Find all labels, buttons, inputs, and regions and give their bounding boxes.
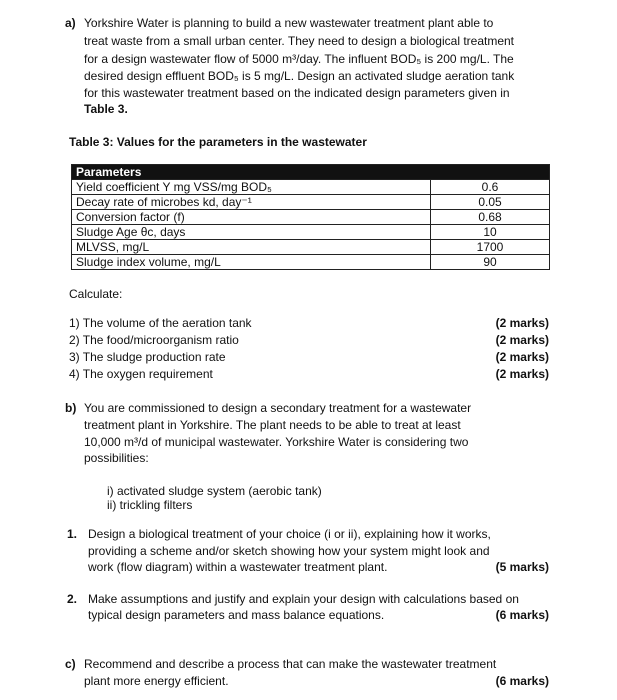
- param-name: Decay rate of microbes kd, day⁻¹: [72, 195, 431, 210]
- param-value: 10: [431, 225, 550, 240]
- calc-item-marks: (2 marks): [495, 316, 549, 330]
- b-q2-line-2: typical design parameters and mass balance equations.: [88, 608, 385, 622]
- b-q2-line-1: Make assumptions and justify and explain your design with calculations based on: [88, 592, 519, 606]
- option-i: i) activated sludge system (aerobic tank): [107, 484, 322, 498]
- param-name: Sludge index volume, mg/L: [72, 255, 431, 270]
- b-q2-num: 2.: [67, 592, 78, 606]
- table-row: [72, 240, 550, 255]
- part-b-line-2: treatment plant in Yorkshire. The plant needs to be able to treat at least: [84, 418, 461, 432]
- table-row: [72, 210, 550, 225]
- part-a-line-5: for this wastewater treatment based on the indicated design parameters given in: [84, 86, 510, 100]
- calc-item-text: 4) The oxygen requirement: [69, 367, 213, 381]
- option-ii: ii) trickling filters: [107, 498, 193, 512]
- calc-item-marks: (2 marks): [495, 350, 549, 364]
- b-q1-line-3: work (flow diagram) within a wastewater treatment plant.: [88, 560, 388, 574]
- calc-item-marks: (2 marks): [495, 367, 549, 381]
- part-b-line-1: You are commissioned to design a secondary treatment for a wastewater: [84, 401, 472, 415]
- part-b-label: b): [65, 401, 77, 415]
- part-a-line-4: desired design effluent BOD₅ is 5 mg/L. Design an activated sludge aeration tank: [84, 69, 515, 83]
- param-value: 0.05: [431, 195, 550, 210]
- param-value: 90: [431, 255, 550, 270]
- calc-item: [69, 349, 549, 365]
- part-a-line-3: for a design wastewater flow of 5000 m³/day. The influent BOD₅ is 200 mg/L. The: [84, 52, 514, 66]
- calc-item: [69, 366, 549, 382]
- b-q1-num: 1.: [67, 527, 78, 541]
- table-row: [72, 225, 550, 240]
- param-name: Sludge Age θc, days: [72, 225, 431, 240]
- b-q2-marks: (6 marks): [495, 608, 549, 622]
- calculate-heading: Calculate:: [69, 287, 123, 301]
- parameters-table: [71, 164, 550, 270]
- table-header-row: [72, 165, 550, 180]
- param-value: 0.68: [431, 210, 550, 225]
- table-caption: Table 3: Values for the parameters in the wastewater: [69, 135, 367, 149]
- param-name: MLVSS, mg/L: [72, 240, 431, 255]
- param-name: Yield coefficient Y mg VSS/mg BOD₅: [72, 180, 431, 195]
- table-row: [72, 180, 550, 195]
- part-a-label: a): [65, 16, 76, 30]
- part-b-line-4: possibilities:: [84, 451, 149, 465]
- calc-item: [69, 332, 549, 348]
- calc-item-text: 2) The food/microorganism ratio: [69, 333, 239, 347]
- b-q1-line-2: providing a scheme and/or sketch showing how your system might look and: [88, 544, 490, 558]
- param-value: 0.6: [431, 180, 550, 195]
- part-a-line-1: Yorkshire Water is planning to build a new wastewater treatment plant able to: [84, 16, 494, 30]
- table-row: [72, 255, 550, 270]
- table-row: [72, 195, 550, 210]
- part-c-line-2: plant more energy efficient.: [84, 674, 229, 688]
- calc-item-text: 3) The sludge production rate: [69, 350, 226, 364]
- part-c-line-1: Recommend and describe a process that can make the wastewater treatment: [84, 657, 497, 671]
- part-a-line-2: treat waste from a small urban center. They need to design a biological treatment: [84, 34, 515, 48]
- table-reference: Table 3.: [84, 102, 128, 116]
- part-c-label: c): [65, 657, 76, 671]
- param-name: Conversion factor (f): [72, 210, 431, 225]
- part-b-line-3: 10,000 m³/d of municipal wastewater. Yorkshire Water is considering two: [84, 435, 469, 449]
- b-q1-line-1: Design a biological treatment of your choice (i or ii), explaining how it works,: [88, 527, 491, 541]
- table-header: Parameters: [72, 165, 550, 180]
- param-value: 1700: [431, 240, 550, 255]
- part-c-marks: (6 marks): [495, 674, 549, 688]
- calc-item-marks: (2 marks): [495, 333, 549, 347]
- b-q1-marks: (5 marks): [495, 560, 549, 574]
- calc-item-text: 1) The volume of the aeration tank: [69, 316, 252, 330]
- calc-item: [69, 315, 549, 331]
